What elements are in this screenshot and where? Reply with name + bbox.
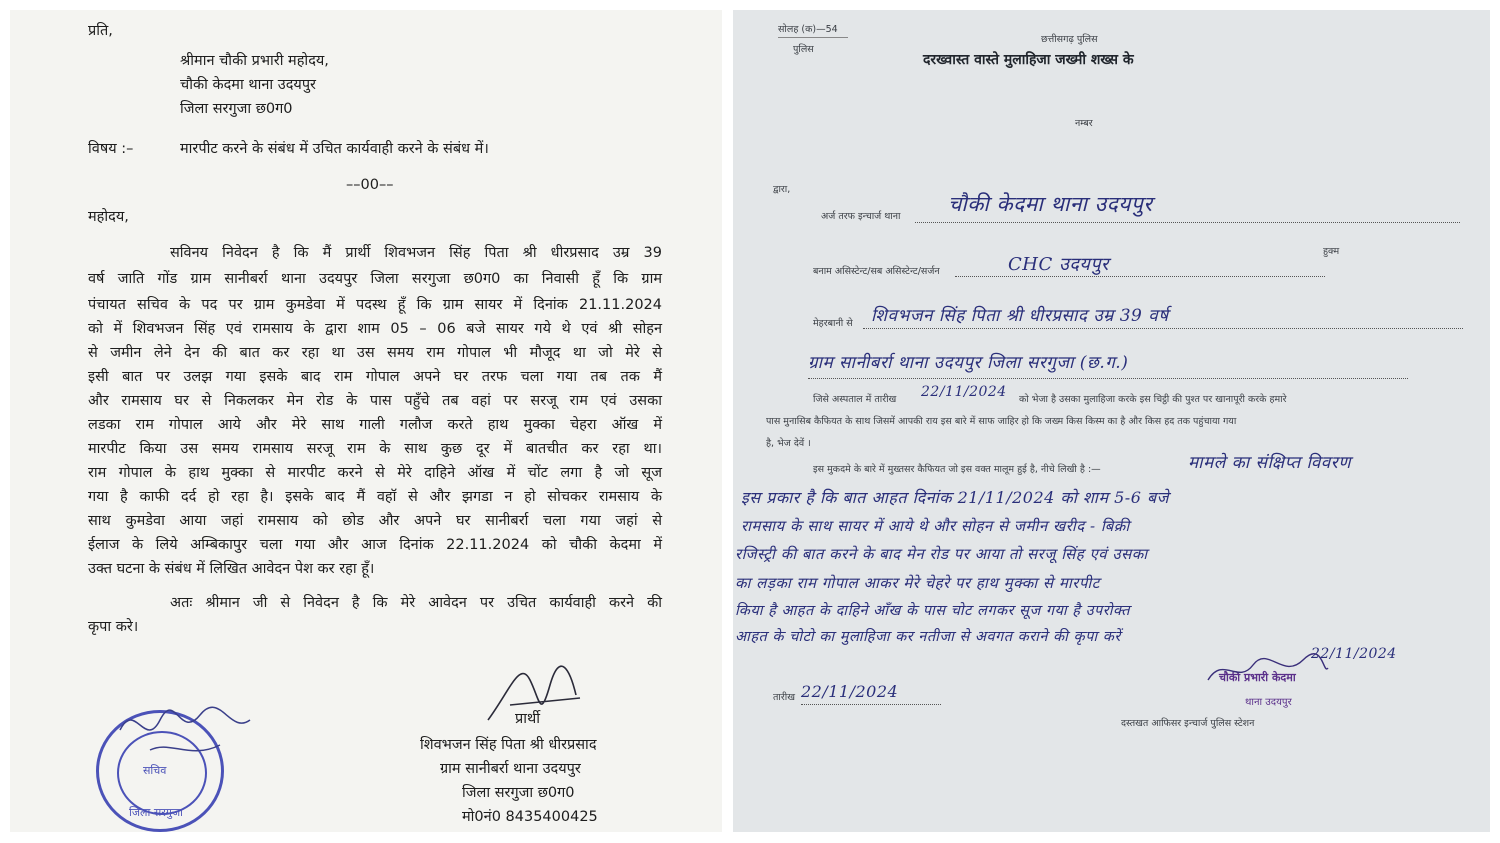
addressee-line-2: चौकी केदमा थाना उदयपुर <box>180 77 316 93</box>
row1-label: अर्ज तरफ इन्चार्ज थाना <box>821 211 901 222</box>
form-by-label: द्वारा, <box>773 184 791 195</box>
closing-line: अतः श्रीमान जी से निवेदन है कि मेरे आवेदन पर उचित कार्यवाही करने की <box>170 595 662 611</box>
salutation-to: प्रति, <box>88 23 113 39</box>
application-letter <box>10 10 722 832</box>
para-1b: को भेजा है उसका मुलाहिजा करके इस चिट्ठी की पुश्त पर खानापूरी करके हमारे <box>1019 394 1287 405</box>
body-line: से जमीन लेने देन की बात कर रहा था उस समय राम गोपाल भी मौजूद था जो मेरे से <box>88 345 662 361</box>
addressee-line-3: जिला सरगुजा छ0ग0 <box>180 101 293 117</box>
row1-value: चौकी केदमा थाना उदयपुर <box>948 192 1153 216</box>
addressee-line-1: श्रीमान चौकी प्रभारी महोदय, <box>180 53 329 69</box>
form-state: छत्तीसगढ़ पुलिस <box>1041 34 1098 45</box>
form-code: सोलह (क)—54 <box>778 24 838 35</box>
signatory-name: शिवभजन सिंह पिता श्री धीरप्रसाद <box>420 737 597 753</box>
body-line: सविनय निवेदन है कि मैं प्रार्थी शिवभजन सिंह पिता श्री धीरप्रसाद उम्र 39 <box>170 245 662 261</box>
row4-value: ग्राम सानीबर्रा थाना उदयपुर जिला सरगुजा (छ.ग.) <box>808 353 1129 373</box>
handwritten-line: किया है आहत के दाहिने आँख के पास चोट लगकर सूज गया है उपरोक्त <box>735 603 1130 619</box>
form-number-label: नम्बर <box>1075 118 1093 129</box>
signatory-mobile: मो0नं0 8435400425 <box>462 809 598 825</box>
body-line: उक्त घटना के संबंध में लिखित आवेदन पेश कर रहा हूँ। <box>88 561 375 577</box>
handwritten-line: इस प्रकार है कि बात आहत दिनांक 21/11/2024 को शाम 5-6 बजे <box>741 488 1169 507</box>
date-label: तारीख <box>773 692 795 703</box>
medical-exam-form <box>733 10 1490 832</box>
officer-sign-date: 22/11/2024 <box>1311 646 1397 662</box>
body-line: को में शिवभजन सिंह एवं रामसाय के द्वारा शाम 05 – 06 बजे सायर गये थे एवं श्री सोहन <box>88 321 662 337</box>
officer-stamp: चौकी प्रभारी केदमा <box>1219 671 1296 684</box>
body-line: मारपीट किया उस समय रामसाय सरजू राम के साथ कुछ दूर में बातचीत कर रहा था। <box>88 441 662 457</box>
row2-value: CHC उदयपुर <box>1008 254 1109 275</box>
signatory-district: जिला सरगुजा छ0ग0 <box>462 785 575 801</box>
signatory-role: प्रार्थी <box>515 711 541 727</box>
signatory-village: ग्राम सानीबर्रा थाना उदयपुर <box>440 761 581 777</box>
handwritten-line: मामले का संक्षिप्त विवरण <box>1188 453 1351 473</box>
para-1a: जिसे अस्पताल में तारीख <box>813 394 897 405</box>
body-line: वर्ष जाति गोंड ग्राम सानीबर्रा थाना उदयपुर जिला सरगुजा छ0ग0 का निवासी हूँ कि ग्राम <box>88 271 662 287</box>
handwritten-line: रजिस्ट्री की बात करने के बाद मेन रोड पर आया तो सरजू सिंह एवं उसका <box>735 545 1148 563</box>
row2-label: बनाम असिस्टेन्ट/सब असिस्टेन्ट/सर्जन <box>813 266 940 277</box>
secretary-signature <box>110 690 260 780</box>
handwritten-line: रामसाय के साथ सायर में आये थे और सोहन से जमीन खरीद - बिक्री <box>741 517 1130 535</box>
body-line: साथ कुमडेवा आया जहां रामसाय को छोड और अपने घर सानीबर्रा चला गया जहां से <box>88 513 662 529</box>
row2-suffix: हुक्म <box>1323 246 1340 257</box>
case-label: इस मुकदमे के बारे में मुख्तसर कैफियत जो इस वक्त मालूम हुई है, नीचे लिखी है :— <box>813 464 1101 475</box>
para-2: पास मुनासिब कैफियत के साथ जिसमें आपकी राय इस बारे में साफ जाहिर हो कि जख्म किस किस्म का है और किस हद तक पहुंचाया गया <box>766 416 1237 427</box>
para-3: है, भेज देवें । <box>766 438 811 449</box>
officer-signature <box>1203 650 1333 690</box>
para-1-date: 22/11/2024 <box>921 384 1007 400</box>
form-title: दरख्वास्त वास्ते मुलाहिजा जख्मी शख्स के <box>923 52 1134 68</box>
subject-text: मारपीट करने के संबंध में उचित कार्यवाही करने के संबंध में। <box>180 141 489 157</box>
date-value: 22/11/2024 <box>801 682 899 701</box>
body-line: पंचायत सचिव के पद पर ग्राम कुमडेवा में पदस्थ हूँ कि ग्राम सायर में दिनांक 21.11.2024 <box>88 297 662 313</box>
closing-line: कृपा करे। <box>88 619 139 635</box>
handwritten-line: आहत के चोटो का मुलाहिजा कर नतीजा से अवगत कराने की कृपा करें <box>735 629 1121 645</box>
officer-stamp-sub: थाना उदयपुर <box>1245 697 1292 708</box>
row3-label: मेहरबानी से <box>813 318 853 329</box>
separator: ––00–– <box>346 177 394 193</box>
body-line: लडका राम गोपाल आये और मेरे साथ गाली गलौज करते हाथ मुक्का चेहरा ऑख में <box>88 417 662 433</box>
greeting: महोदय, <box>88 209 129 225</box>
body-line: और रामसाय घर से निकलकर मेन रोड के पास पहुँचे तब वहां पर सरजू राम एवं उसका <box>88 393 662 409</box>
row3-value: शिवभजन सिंह पिता श्री धीरप्रसाद उम्र 39 वर्ष <box>871 306 1169 326</box>
body-line: राम गोपाल के हाथ मुक्का से मारपीट करने से मेरे दाहिने ऑख में चोंट लगा है जो सूज <box>88 465 662 481</box>
subject-label: विषय :– <box>88 141 134 157</box>
form-dept: पुलिस <box>793 44 814 55</box>
body-line: ईलाज के लिये अम्बिकापुर चला गया और आज दिनांक 22.11.2024 को चौकी केदमा में <box>88 537 662 553</box>
sign-label: दस्तखत आफिसर इन्चार्ज पुलिस स्टेशन <box>1121 718 1255 729</box>
body-line: गया है काफी दर्द हो रहा है। इसके बाद मैं वहॉ से और झगडा न हो सोचकर रामसाय के <box>88 489 662 505</box>
body-line: इसी बात पर उलझ गया इसके बाद राम गोपाल अपने घर तरफ चला गया तब तक मैं <box>88 369 662 385</box>
official-stamp: जिला सरगुजा सचिव <box>96 710 224 832</box>
handwritten-line: का लड़का राम गोपाल आकर मेरे चेहरे पर हाथ मुक्का से मारपीट <box>735 574 1100 592</box>
